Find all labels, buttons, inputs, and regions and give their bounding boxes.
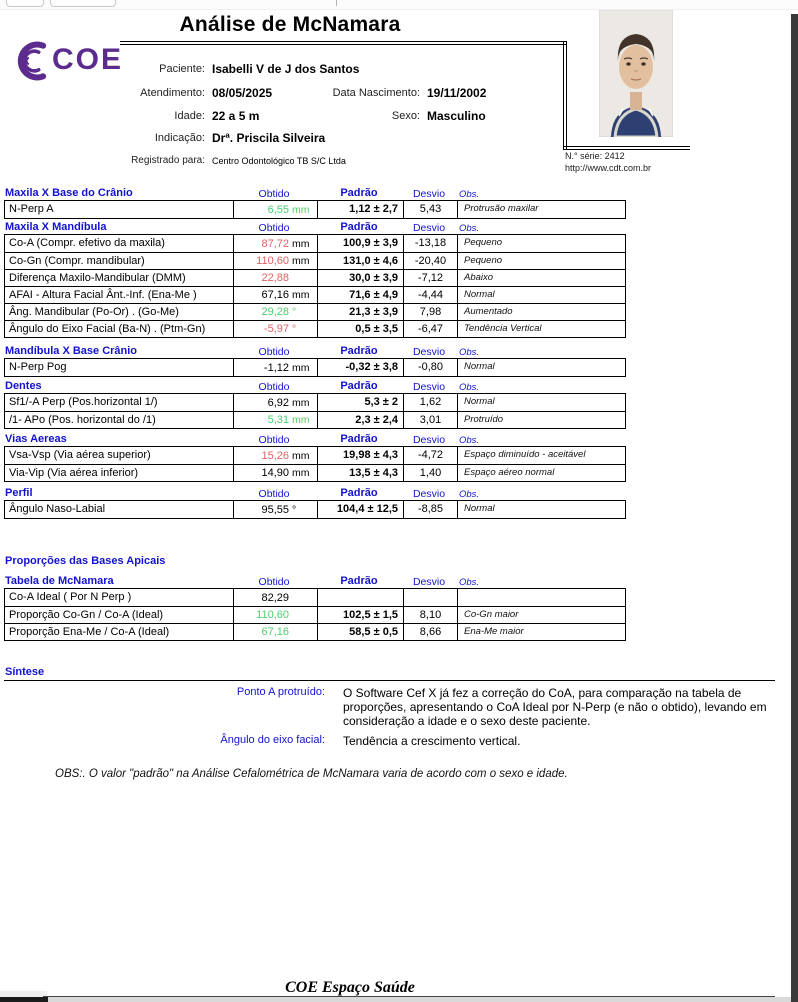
section-header: [4, 433, 626, 447]
cell-measure-name: Proporção Co-Gn / Co-A (Ideal): [9, 609, 164, 621]
col-header-padrao: Padrão: [340, 487, 378, 499]
table-row: [5, 303, 625, 320]
synthesis-title: Síntese: [5, 666, 45, 678]
obtained-value: 82,29: [261, 591, 289, 604]
obtained-value: 67,16: [261, 626, 289, 638]
table-row: [5, 320, 625, 337]
obtained-unit: mm: [292, 361, 310, 374]
cell-measure-name: Âng. Mandibular (Po-Or) . (Go-Me): [9, 306, 179, 318]
cell-obtained: [233, 394, 317, 411]
table-row: [5, 286, 625, 303]
measurement-table: [4, 200, 626, 219]
cell-obtained: [233, 447, 317, 464]
cell-observation: Pequeno: [457, 253, 625, 269]
birth-date-value: 19/11/2002: [427, 86, 487, 100]
table-row: [5, 623, 625, 640]
cell-observation: Aumentado: [457, 304, 625, 320]
toolbar-tab-fragment[interactable]: [50, 0, 116, 7]
obtained-value: -1,12: [263, 361, 289, 374]
header-border-vertical: [563, 41, 567, 150]
col-header-desvio: Desvio: [412, 222, 446, 234]
cell-measure-name: Vsa-Vsp (Via aérea superior): [9, 449, 151, 461]
age-label: Idade:: [174, 110, 205, 122]
cell-standard: 104,4 ± 12,5: [317, 501, 403, 518]
obtained-value: 110,60: [256, 609, 289, 621]
cell-standard: 30,0 ± 3,9: [317, 270, 403, 286]
cell-standard: 131,0 ± 4,6: [317, 253, 403, 269]
obtained-unit: °: [292, 323, 297, 335]
website-url[interactable]: http://www.cdt.com.br: [565, 163, 652, 173]
col-header-desvio: Desvio: [412, 381, 446, 393]
cell-standard: 19,98 ± 4,3: [317, 447, 403, 464]
synthesis-rule: [4, 680, 775, 681]
cell-measure-name: Ângulo do Eixo Facial (Ba-N) . (Ptm-Gn): [9, 323, 206, 335]
section-title: Vias Aereas: [5, 433, 67, 445]
col-header-desvio: Desvio: [412, 346, 446, 358]
obtained-unit: mm: [292, 396, 310, 409]
cell-deviation: 8,66: [403, 624, 457, 640]
table-row: [5, 501, 625, 518]
cell-deviation: [403, 589, 457, 606]
registered-for-label: Registrado para:: [131, 155, 205, 166]
toolbar-remnant-strip: [0, 0, 798, 10]
cell-standard: 100,9 ± 3,9: [317, 235, 403, 252]
cell-observation: Protrusão maxilar: [457, 201, 625, 218]
cell-deviation: -20,40: [403, 253, 457, 269]
cell-deviation: -8,85: [403, 501, 457, 518]
obtained-value: 15,26: [261, 449, 289, 462]
header-border-bottom: [563, 146, 690, 150]
measurement-table: [4, 393, 626, 429]
right-edge-strip: [791, 14, 798, 1002]
obtained-unit: °: [292, 503, 297, 516]
obtained-value: 14,90: [261, 467, 289, 479]
section-title: Maxila X Mandíbula: [5, 221, 107, 233]
section-header: [4, 187, 626, 201]
cell-observation: Ena-Me maior: [457, 624, 625, 640]
cell-standard: 13,5 ± 4,3: [317, 465, 403, 481]
patient-photo: [599, 10, 673, 137]
table-row: [5, 269, 625, 286]
col-header-obtido: Obtido: [258, 346, 290, 358]
section-header: [4, 575, 626, 589]
col-header-padrao: Padrão: [340, 380, 378, 392]
cell-measure-name: N-Perp A: [9, 203, 54, 215]
obtained-unit: mm: [292, 255, 310, 267]
table-row: [5, 201, 625, 218]
cell-observation: Normal: [457, 394, 625, 411]
col-header-obtido: Obtido: [258, 381, 290, 393]
coe-logo: [8, 38, 128, 86]
col-header-padrao: Padrão: [340, 187, 378, 199]
cell-observation: Protruído: [457, 412, 625, 428]
measurement-table: [4, 446, 626, 482]
sex-value: Masculino: [427, 109, 486, 123]
cell-obtained: [233, 270, 317, 286]
cell-deviation: -13,18: [403, 235, 457, 252]
section-header: [4, 380, 626, 394]
obtained-unit: mm: [292, 449, 310, 462]
cell-measure-name: Ângulo Naso-Labial: [9, 503, 106, 515]
section-title: Maxila X Base do Crânio: [5, 187, 133, 199]
cell-standard: 0,5 ± 3,5: [317, 321, 403, 337]
obtained-value: 110,60: [256, 255, 289, 267]
col-header-obtido: Obtido: [258, 188, 290, 200]
measurement-table: [4, 588, 626, 641]
col-header-obtido: Obtido: [258, 576, 290, 588]
cell-deviation: -4,72: [403, 447, 457, 464]
col-header-obs: Obs.: [459, 223, 480, 234]
section-title: Mandíbula X Base Crânio: [5, 345, 138, 357]
cell-obtained: [233, 287, 317, 303]
section-header: [4, 221, 626, 235]
registered-for-value: Centro Odontológico TB S/C Ltda: [212, 156, 346, 166]
cell-obtained: [233, 359, 317, 376]
obtained-unit: mm: [292, 467, 310, 479]
cell-measure-name: Diferença Maxilo-Mandibular (DMM): [9, 272, 186, 284]
cell-deviation: -6,47: [403, 321, 457, 337]
cell-deviation: -7,12: [403, 270, 457, 286]
cell-deviation: 8,10: [403, 607, 457, 623]
cell-standard: 1,12 ± 2,7: [317, 201, 403, 218]
col-header-obtido: Obtido: [258, 222, 290, 234]
h-scrollbar-thumb[interactable]: [0, 997, 48, 1002]
col-header-desvio: Desvio: [412, 576, 446, 588]
serial-number: N.° série: 2412: [565, 151, 625, 161]
cell-standard: 71,6 ± 4,9: [317, 287, 403, 303]
table-row: [5, 447, 625, 464]
table-row: [5, 394, 625, 411]
cell-measure-name: N-Perp Pog: [9, 361, 67, 373]
cell-deviation: -4,44: [403, 287, 457, 303]
col-header-obtido: Obtido: [258, 434, 290, 446]
synthesis-item-label: Ângulo do eixo facial:: [220, 734, 325, 746]
obtained-value: 6,92: [267, 396, 289, 409]
cell-standard: 5,3 ± 2: [317, 394, 403, 411]
synthesis-item-text: O Software Cef X já fez a correção do CoA, para comparação na tabela de proporções, apresentando o CoA Ideal por N-Perp (e não o obtido), levando em consideração a idade e o sexo deste paciente.: [343, 686, 767, 728]
measurement-table: [4, 358, 626, 377]
cell-deviation: 1,62: [403, 394, 457, 411]
cell-deviation: 7,98: [403, 304, 457, 320]
page-title: Análise de McNamara: [179, 13, 401, 36]
apical-bases-title: Proporções das Bases Apicais: [5, 555, 166, 567]
cell-observation: Abaixo: [457, 270, 625, 286]
synthesis-item-text: Tendência a crescimento vertical.: [343, 734, 521, 748]
cell-deviation: 5,43: [403, 201, 457, 218]
cell-observation: [457, 589, 625, 606]
obtained-unit: mm: [292, 414, 310, 426]
cell-observation: Co-Gn maior: [457, 607, 625, 623]
cell-observation: Normal: [457, 287, 625, 303]
col-header-padrao: Padrão: [340, 345, 378, 357]
patient-name-label: Paciente:: [159, 63, 205, 75]
cell-measure-name: Co-A (Compr. efetivo da maxila): [9, 237, 165, 249]
cell-standard: 58,5 ± 0,5: [317, 624, 403, 640]
section-title: Tabela de McNamara: [5, 575, 114, 587]
cell-obtained: [233, 321, 317, 337]
cell-obtained: [233, 589, 317, 606]
section-header: [4, 345, 626, 359]
section-header: [4, 487, 626, 501]
indication-value: Drª. Priscila Silveira: [212, 131, 326, 145]
col-header-obtido: Obtido: [258, 488, 290, 500]
cell-measure-name: /1- APo (Pos. horizontal do /1): [9, 414, 156, 426]
cell-obtained: [233, 253, 317, 269]
attendance-date-value: 08/05/2025: [212, 86, 273, 100]
coe-swirl-icon: [8, 38, 52, 84]
obtained-value: 5,31: [267, 414, 289, 426]
cell-standard: 21,3 ± 3,9: [317, 304, 403, 320]
patient-name-value: Isabelli V de J dos Santos: [212, 62, 360, 76]
measurement-table: [4, 500, 626, 519]
sex-label: Sexo:: [391, 110, 420, 122]
obtained-value: -5,97: [263, 323, 289, 335]
obtained-value: 95,55: [261, 503, 289, 516]
cell-measure-name: Sf1/-A Perp (Pos.horizontal 1/): [9, 396, 158, 408]
col-header-desvio: Desvio: [412, 188, 446, 200]
obtained-unit: °: [292, 306, 297, 318]
obtained-unit: mm: [292, 289, 310, 301]
col-header-padrao: Padrão: [340, 221, 378, 233]
col-header-obs: Obs.: [459, 577, 480, 588]
h-scrollbar-track[interactable]: [0, 997, 791, 1002]
header-border-top: [120, 41, 567, 45]
cell-observation: Espaço diminuído - aceitável: [457, 447, 625, 464]
table-row: [5, 252, 625, 269]
table-row: [5, 464, 625, 481]
indication-label: Indicação:: [154, 132, 205, 144]
table-row: [5, 589, 625, 606]
col-header-desvio: Desvio: [412, 488, 446, 500]
col-header-obs: Obs.: [459, 435, 480, 446]
cell-observation: Normal: [457, 359, 625, 376]
cell-deviation: -0,80: [403, 359, 457, 376]
synthesis-item-label: Ponto A protruído:: [236, 686, 325, 698]
obs-note: OBS:. O valor "padrão" na Análise Cefalométrica de McNamara varia de acordo com o sexo e idade.: [55, 768, 568, 780]
cell-standard: -0,32 ± 3,8: [317, 359, 403, 376]
cell-observation: Normal: [457, 501, 625, 518]
cell-obtained: [233, 235, 317, 252]
table-row: [5, 235, 625, 252]
cell-measure-name: Via-Vip (Via aérea inferior): [9, 467, 139, 479]
col-header-obs: Obs.: [459, 382, 480, 393]
age-value: 22 a 5 m: [212, 109, 260, 123]
cell-obtained: [233, 607, 317, 623]
cell-obtained: [233, 624, 317, 640]
col-header-desvio: Desvio: [412, 434, 446, 446]
col-header-obs: Obs.: [459, 347, 480, 358]
cell-standard: 2,3 ± 2,4: [317, 412, 403, 428]
cell-measure-name: AFAI - Altura Facial Ânt.-Inf. (Ena-Me ): [9, 289, 197, 301]
attendance-date-label: Atendimento:: [140, 87, 205, 99]
cell-measure-name: Co-A Ideal ( Por N Perp ): [9, 591, 132, 603]
coe-logo-text: COE: [52, 43, 124, 76]
measurement-table: [4, 234, 626, 338]
cell-measure-name: Proporção Ena-Me / Co-A (Ideal): [9, 626, 170, 638]
cell-obtained: [233, 201, 317, 218]
obtained-unit: mm: [292, 237, 310, 250]
col-header-padrao: Padrão: [340, 433, 378, 445]
obtained-value: 87,72: [261, 237, 289, 250]
obtained-unit: mm: [292, 203, 310, 216]
obtained-value: 29,28: [261, 306, 289, 318]
col-header-obs: Obs.: [459, 489, 480, 500]
col-header-padrao: Padrão: [340, 575, 378, 587]
obtained-value: 6,55: [267, 203, 289, 216]
toolbar-divider: [336, 0, 337, 6]
section-title: Perfil: [5, 487, 33, 499]
cell-obtained: [233, 412, 317, 428]
cell-observation: Tendência Vertical: [457, 321, 625, 337]
cell-measure-name: Co-Gn (Compr. mandibular): [9, 255, 145, 267]
cell-deviation: 1,40: [403, 465, 457, 481]
cell-obtained: [233, 465, 317, 481]
section-title: Dentes: [5, 380, 42, 392]
table-row: [5, 359, 625, 376]
table-row: [5, 606, 625, 623]
obtained-value: 22,88: [261, 272, 289, 284]
cell-obtained: [233, 304, 317, 320]
obtained-value: 67,16: [261, 289, 289, 301]
table-row: [5, 411, 625, 428]
col-header-obs: Obs.: [459, 189, 480, 200]
cell-standard: 102,5 ± 1,5: [317, 607, 403, 623]
footer-title: COE Espaço Saúde: [285, 979, 415, 996]
cell-obtained: [233, 501, 317, 518]
cell-observation: Espaço aéreo normal: [457, 465, 625, 481]
cell-observation: Pequeno: [457, 235, 625, 252]
cell-standard: [317, 589, 403, 606]
toolbar-tab-fragment[interactable]: [6, 0, 44, 7]
birth-date-label: Data Nascimento:: [332, 87, 420, 99]
cell-deviation: 3,01: [403, 412, 457, 428]
